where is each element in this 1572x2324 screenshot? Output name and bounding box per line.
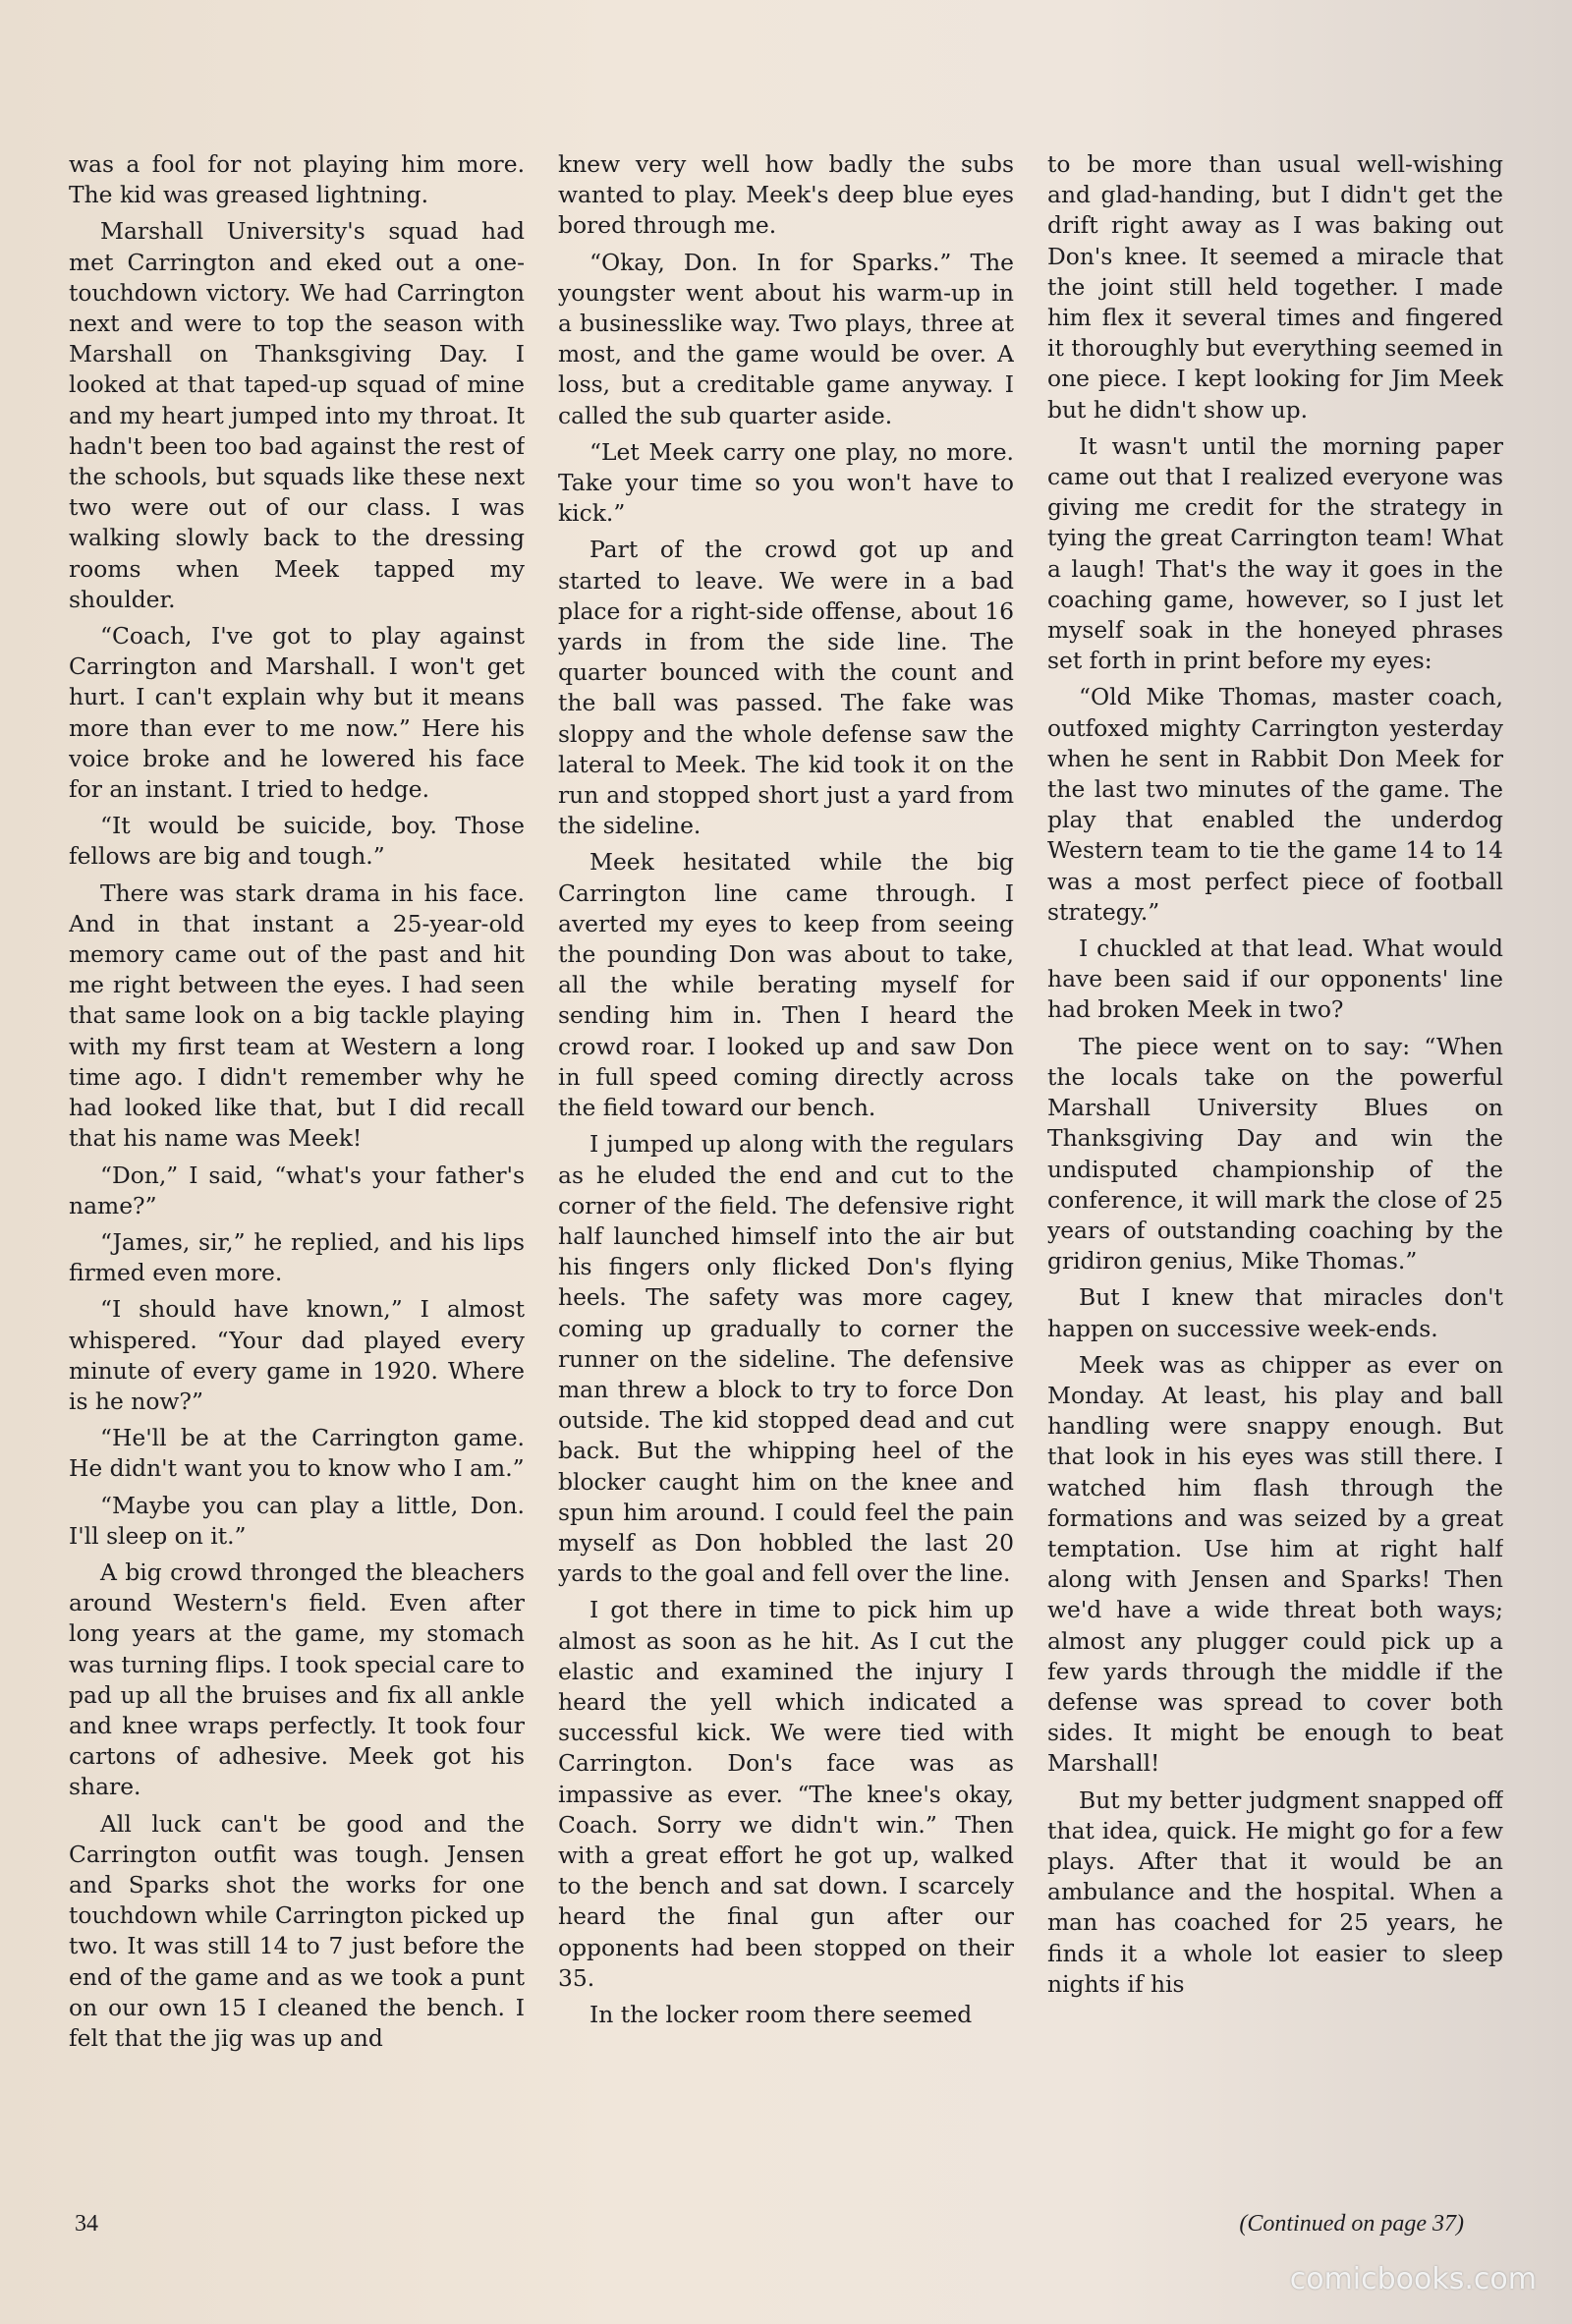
paragraph: “Let Meek carry one play, no more. Take your time so you won't have to kick.”	[558, 437, 1014, 528]
article-body	[69, 149, 1503, 2203]
paragraph: “Coach, I've got to play against Carrington and Marshall. I won't get hurt. I can't explain why but it means more than ever to me now.” Here his voice broke and he lowered his face for an instant. I tried to hedge.	[69, 622, 525, 804]
paragraph: “Don,” I said, “what's your father's name?”	[69, 1161, 525, 1219]
paragraph: There was stark drama in his face. And in that instant a 25-year-old memory came out of the past and hit me right between the eyes. I had seen that same look on a big tackle playing with my first team at Western a long time ago. I didn't remember why he had looked like that, but I did recall that his name was Meek!	[69, 879, 525, 1153]
paragraph: “Old Mike Thomas, master coach, outfoxed mighty Carrington yesterday when he sent in Rabbit Don Meek for the last two minutes of the game. The play that enabled the underdog Western team to tie the game 14 to 14 was a most perfect piece of football strategy.”	[1047, 683, 1503, 926]
page-number: 34	[75, 2211, 98, 2237]
paragraph: It wasn't until the morning paper came out that I realized everyone was giving me credit for the strategy in tying the great Carrington team! What a laugh! That's the way it goes in the coaching game, however, so I just let myself soak in the honeyed phrases set forth in print before my eyes:	[1047, 431, 1503, 675]
paragraph: In the locker room there seemed	[590, 2000, 973, 2028]
paragraph: to be more than usual well-wishing and glad-handing, but I didn't get the drift right away as I was baking out Don's knee. It seemed a miracle that the joint still held together. I made him flex it several times and fingered it thoroughly but everything seemed in one piece. I kept looking for Jim Meek but he didn't show up.	[1047, 150, 1503, 424]
paragraph: knew very well how badly the subs wanted to play. Meek's deep blue eyes bored through me.	[558, 150, 1014, 240]
paragraph: I jumped up along with the regulars as he eluded the end and cut to the corner of the field. The defensive right half launched himself into the air but his fingers only flicked Don's flying heels. The safety was more cagey, coming up gradually to corner the runner on the sideline. The defensive man threw a block to try to force Don outside. The kid stopped dead and cut back. But the whipping heel of the blocker caught him on the knee and spun him around. I could feel the pain myself as Don hobbled the last 20 yards to the goal and fell over the line.	[558, 1130, 1014, 1588]
paragraph: The piece went on to say: “When the locals take on the powerful Marshall University Blues on Thanksgiving Day and win the undisputed championship of the conference, it will mark the close of 25 years of outstanding coaching by the gridiron genius, Mike Thomas.”	[1047, 1032, 1503, 1275]
paragraph: Meek hesitated while the big Carrington line came through. I averted my eyes to keep from seeing the pounding Don was about to take, all the while berating myself for sending him in. Then I heard the crowd roar. I looked up and saw Don in full speed coming directly across the field toward our bench.	[558, 848, 1014, 1122]
watermark: comicbooks.com	[1289, 2262, 1537, 2296]
paragraph: I got there in time to pick him up almost as soon as he hit. As I cut the elastic and examined the injury I heard the yell which indicated a successful kick. We were tied with Carrington. Don's face was as impassive as ever. “The knee's okay, Coach. Sorry we didn't win.” Then with a great effort he got up, walked to the bench and sat down. I scarcely heard the final gun after our opponents had been stopped on their 35.	[558, 1596, 1014, 1992]
paragraph: All luck can't be good and the Carrington outfit was tough. Jensen and Sparks shot the works for one touchdown while Carrington picked up two. It was still 14 to 7 just before the end of the game and as we took a punt on our own 15 I cleaned the bench. I felt that the jig was up and	[69, 1809, 525, 2052]
continued-note: (Continued on page 37)	[1239, 2211, 1464, 2237]
paragraph: “It would be suicide, boy. Those fellows are big and tough.”	[69, 812, 525, 871]
paragraph: Part of the crowd got up and started to leave. We were in a bad place for a right-side offense, about 16 yards in from the side line. The quarter bounced with the count and the ball was passed. The fake was sloppy and the whole defense saw the lateral to Meek. The kid took it on the run and stopped short just a yard from the sideline.	[558, 536, 1014, 840]
paragraph: Meek was as chipper as ever on Monday. At least, his play and ball handling were snappy enough. But that look in his eyes was still there. I watched him flash through the formations and was seized by a great temptation. Use him at right half along with Jensen and Sparks! Then we'd have a wide threat both ways; almost any plugger could pick up a few yards through the middle if the defense was spread to cover both sides. It might be enough to beat Marshall!	[1047, 1350, 1503, 1778]
paragraph: “Maybe you can play a little, Don. I'll sleep on it.”	[69, 1491, 525, 1550]
paragraph: “I should have known,” I almost whispered. “Your dad played every minute of every game in 1920. Where is he now?”	[69, 1295, 525, 1415]
paragraph: I chuckled at that lead. What would have been said if our opponents' line had broken Meek in two?	[1047, 935, 1503, 1024]
paragraph: But my better judgment snapped off that idea, quick. He might go for a few plays. After that it would be an ambulance and the hospital. When a man has coached for 25 years, he finds it a whole lot easier to sleep nights if his	[1047, 1786, 1503, 1998]
paragraph: “He'll be at the Carrington game. He didn't want you to know who I am.”	[69, 1424, 525, 1483]
text-column-1	[69, 149, 525, 2203]
text-column-2	[558, 149, 1014, 2203]
paragraph: But I knew that miracles don't happen on successive week-ends.	[1047, 1283, 1503, 1342]
paragraph: “Okay, Don. In for Sparks.” The youngster went about his warm-up in a businesslike way. Two plays, three at most, and the game would be over. A loss, but a creditable game anyway. I called the sub quarter aside.	[558, 248, 1014, 429]
text-column-3	[1047, 149, 1503, 2203]
paragraph: Marshall University's squad had met Carrington and eked out a one-touchdown victory. We had Carrington next and were to top the season with Marshall on Thanksgiving Day. I looked at that taped-up squad of mine and my heart jumped into my throat. It hadn't been too bad against the rest of the schools, but squads like these next two were out of our class. I was walking slowly back to the dressing rooms when Meek tapped my shoulder.	[69, 217, 525, 613]
paragraph: was a fool for not playing him more. The kid was greased lightning.	[69, 150, 525, 209]
paragraph: A big crowd thronged the bleachers around Western's field. Even after long years at the game, my stomach was turning flips. I took special care to pad up all the bruises and fix all ankle and knee wraps perfectly. It took four cartons of adhesive. Meek got his share.	[69, 1558, 525, 1801]
paragraph: “James, sir,” he replied, and his lips firmed even more.	[69, 1227, 525, 1287]
